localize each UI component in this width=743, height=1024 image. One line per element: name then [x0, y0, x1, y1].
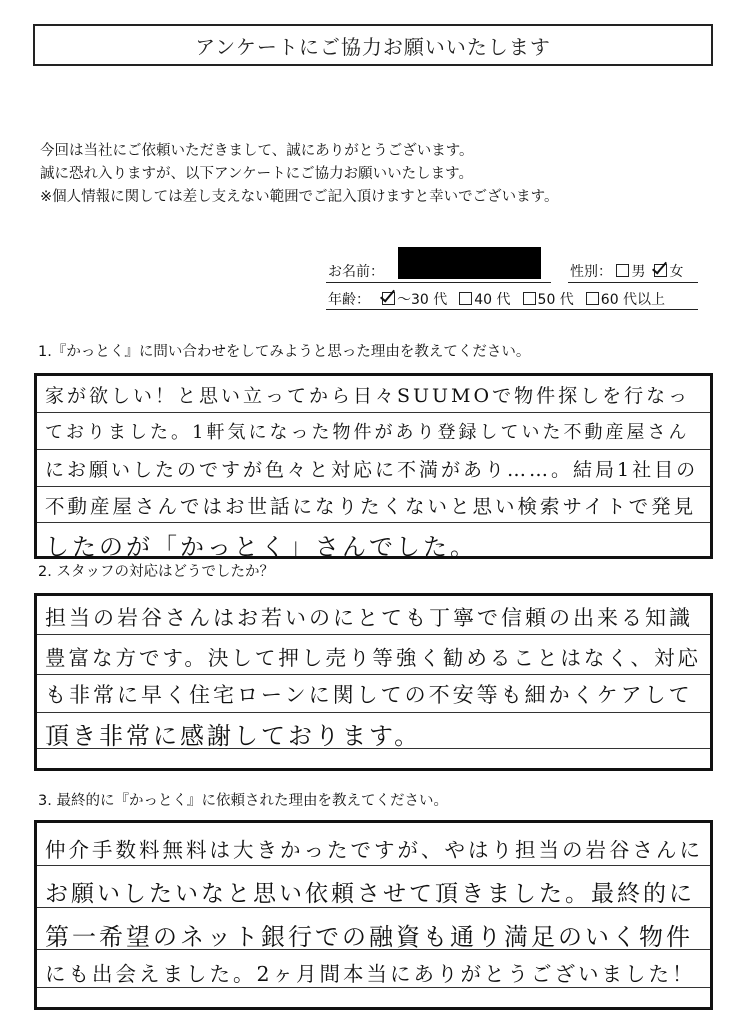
- answer-line: 第一希望のネット銀行での融資も通り満足のいく物件: [45, 923, 693, 951]
- gender-field: [570, 261, 683, 281]
- answer-line: にお願いしたのですが色々と対応に不満があり……。結局1社目の: [45, 459, 699, 481]
- answer-line: 頂き非常に感謝しております。: [45, 722, 422, 750]
- redacted-name: [398, 247, 541, 279]
- name-underline: [326, 282, 551, 283]
- answer-rule: [37, 634, 710, 635]
- answer-rule: [37, 712, 710, 713]
- gender-underline: [568, 282, 698, 283]
- answer-line: お願いしたいなと思い依頼させて頂きました。最終的に: [45, 881, 695, 907]
- answer-line: 担当の岩谷さんはお若いのにとても丁寧で信頼の出来る知識: [45, 606, 693, 630]
- survey-title: アンケートにご協力お願いいたします: [33, 24, 713, 66]
- gender-female-label: 女: [669, 264, 684, 280]
- answer-rule: [37, 865, 710, 866]
- age-option-label: 60 代以上: [600, 292, 666, 308]
- question-3: 3. 最終的に『かっとく』に依頼された理由を教えてください。: [38, 793, 448, 809]
- age-40-checkbox[interactable]: [459, 292, 472, 305]
- age-option-label: ～30 代: [397, 292, 448, 308]
- answer-line: 豊富な方です。決して押し売り等強く勧めることはなく、対応: [45, 646, 701, 670]
- question-1: 1.『かっとく』に問い合わせをしてみようと思った理由を教えてください。: [38, 344, 531, 360]
- answer-line: 不動産屋さんではお世話になりたくないと思い検索サイトで発見: [45, 495, 697, 518]
- intro-line: 誠に恐れ入りますが、以下アンケートにご協力お願いいたします。: [40, 166, 473, 182]
- answer-box-3[interactable]: [34, 820, 713, 1010]
- answer-line: ておりました。1軒気になった物件があり登録していた不動産屋さん: [45, 422, 690, 443]
- age-label: 年齢：: [328, 292, 370, 308]
- age-field: [328, 289, 665, 309]
- answer-line: 仲介手数料無料は大きかったですが、やはり担当の岩谷さんに: [45, 838, 703, 862]
- gender-male-label: 男: [631, 264, 646, 280]
- age-option-label: 50 代: [537, 292, 574, 308]
- age-option-label: 40 代: [474, 292, 511, 308]
- gender-male-checkbox[interactable]: [616, 264, 629, 277]
- gender-female-checkbox[interactable]: [654, 264, 667, 277]
- intro-line: ※個人情報に関しては差し支えない範囲でご記入頂けますと幸いでございます。: [40, 189, 559, 205]
- answer-line: したのが「かっとく」さんでした。: [45, 533, 477, 561]
- name-label: お名前：: [328, 264, 384, 280]
- answer-rule: [37, 486, 710, 487]
- age-60-checkbox[interactable]: [586, 292, 599, 305]
- answer-rule: [37, 522, 710, 523]
- answer-box-2[interactable]: [34, 593, 713, 771]
- answer-rule: [37, 449, 710, 450]
- intro-text: [40, 140, 559, 209]
- question-2: 2. スタッフの対応はどうでしたか？: [38, 564, 274, 580]
- answer-rule: [37, 674, 710, 675]
- age-underline: [326, 309, 698, 310]
- answer-line: にも出会えました。2ヶ月間本当にありがとうございました！: [45, 962, 696, 986]
- gender-label: 性別：: [570, 264, 612, 280]
- intro-line: 今回は当社にご依頼いただきまして、誠にありがとうございます。: [40, 143, 474, 159]
- age-50-checkbox[interactable]: [523, 292, 536, 305]
- answer-rule: [37, 412, 710, 413]
- answer-box-1[interactable]: [34, 373, 713, 559]
- answer-rule: [37, 987, 710, 988]
- answer-line: 家が欲しい！と思い立ってから日々SUUMOで物件探しを行なっ: [45, 385, 691, 407]
- age-30-checkbox[interactable]: [382, 292, 395, 305]
- answer-line: も非常に早く住宅ローンに関しての不安等も細かくケアして: [45, 683, 693, 707]
